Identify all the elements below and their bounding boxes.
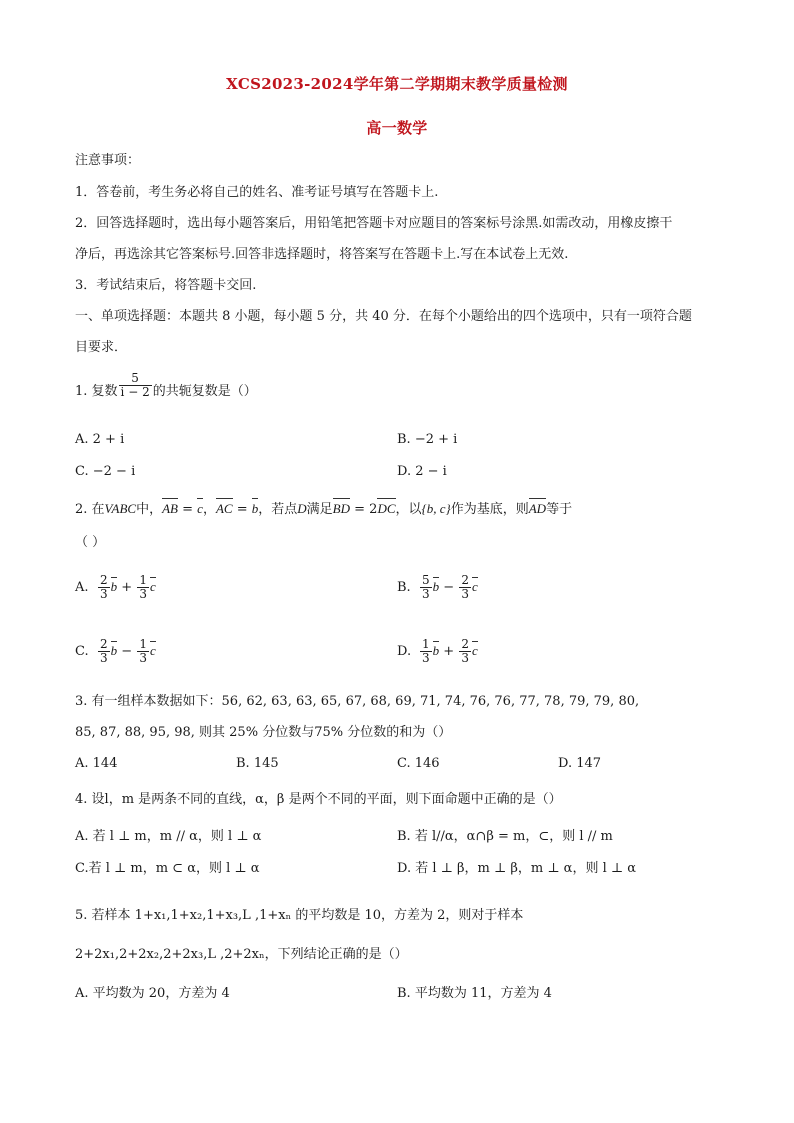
q2-text-6: 作为基底，则 <box>450 502 529 517</box>
q2-answer-paren: （ ） <box>75 535 106 550</box>
question-4-stem: 4. 设l，m 是两条不同的直线，α，β 是两个不同的平面，则下面命题中正确的是（） <box>75 792 562 807</box>
q1-prefix: 1. 复数 <box>75 384 118 399</box>
q2-d-op: + <box>439 644 459 659</box>
q2-option-a-label: A. <box>75 580 89 595</box>
q2-text-7: 等于 <box>546 502 573 517</box>
q2-eq-3: = 2 <box>350 502 378 517</box>
q3-option-b: B. 145 <box>236 756 279 771</box>
q1-option-a: A. 2 + i <box>75 432 125 447</box>
q2-b-v2: c <box>471 579 478 594</box>
q2-a-v1: b <box>110 579 118 594</box>
q2-c-n1: 2 <box>100 637 108 651</box>
q2-vector-c: c <box>197 501 203 516</box>
q2-c-d2: 3 <box>139 651 147 665</box>
q2-d-n2: 2 <box>461 637 469 651</box>
q4-option-b: B. 若 l//α，α∩β = m，⊂，则 l // m <box>397 829 613 844</box>
q2-eq-1: = <box>177 502 198 517</box>
q2-text-2: 中， <box>136 502 163 517</box>
notice-item-2b: 净后，再选涂其它答案标号.回答非选择题时，将答案写在答题卡上.写在本试卷上无效. <box>75 247 569 262</box>
q2-option-d <box>397 638 478 665</box>
q2-option-b-label: B. <box>397 580 411 595</box>
q2-b-v1: b <box>432 579 440 594</box>
q2-b-frac-2 <box>459 574 471 601</box>
notice-item-2a: 2．回答选择题时，选出每小题答案后，用铅笔把答题卡对应题目的答案标号涂黑.如需改动，用橡皮擦干 <box>75 216 673 231</box>
q2-c-frac-1 <box>98 638 110 665</box>
exam-subtitle: 高一数学 <box>366 119 428 137</box>
q5-option-a: A. 平均数为 20，方差为 4 <box>75 986 230 1001</box>
q2-b-d1: 3 <box>422 587 430 601</box>
q2-b-op: − <box>439 580 459 595</box>
q2-eq-2: = <box>232 502 252 517</box>
q2-a-d2: 3 <box>139 587 147 601</box>
q3-option-d: D. 147 <box>558 756 602 771</box>
q2-vector-ad: AD <box>528 501 547 516</box>
exam-title: XCS2023-2024学年第二学期期末教学质量检测 <box>226 75 568 93</box>
q2-d-v2: c <box>471 643 478 658</box>
section-heading-b: 目要求． <box>75 340 128 355</box>
q2-option-a <box>75 574 156 601</box>
q2-a-frac-2 <box>137 574 149 601</box>
q2-text-1: 2. 在 <box>75 502 105 517</box>
q2-triangle: VABC <box>104 501 137 516</box>
q2-b-d2: 3 <box>461 587 469 601</box>
q4-option-c: C.若 l ⊥ m，m ⊂ α，则 l ⊥ α <box>75 861 260 876</box>
question-5-line-1: 5. 若样本 1+x₁,1+x₂,1+x₃,L ,1+xₙ 的平均数是 10，方差为 2，则对于样本 <box>75 908 524 923</box>
q2-option-d-label: D. <box>397 644 412 659</box>
q2-b-frac-1 <box>420 574 432 601</box>
q4-option-d: D. 若 l ⊥ β，m ⊥ β，m ⊥ α，则 l ⊥ α <box>397 861 637 876</box>
question-3-line-2: 85, 87, 88, 95, 98, 则其 25% 分位数与75% 分位数的和为（） <box>75 725 452 740</box>
q2-option-c <box>75 638 156 665</box>
q1-fraction <box>119 372 152 399</box>
q2-c-frac-2 <box>137 638 149 665</box>
q2-text-3: ，若点 <box>258 502 298 517</box>
q2-b-n1: 5 <box>422 573 430 587</box>
q2-d-d2: 3 <box>461 651 469 665</box>
q2-text-4: 满足 <box>306 502 333 517</box>
q2-c-op: − <box>117 644 137 659</box>
section-heading-a: 一、单项选择题：本题共 8 小题，每小题 5 分，共 40 分．在每个小题给出的四个选项中，只有一项符合题 <box>75 309 692 324</box>
q1-frac-den: i − 2 <box>120 385 150 399</box>
q2-a-d1: 3 <box>100 587 108 601</box>
q2-vector-bd: BD <box>332 501 351 516</box>
q2-vector-dc: DC <box>377 501 396 516</box>
q2-point-d: D <box>297 501 307 516</box>
question-1-stem <box>75 372 257 399</box>
notice-item-1: 1．答卷前，考生务必将自己的姓名、准考证号填写在答题卡上. <box>75 185 439 200</box>
q2-a-v2: c <box>149 579 156 594</box>
notice-heading: 注意事项： <box>75 153 141 168</box>
q2-a-n2: 1 <box>139 573 147 587</box>
q2-d-v1: b <box>432 643 440 658</box>
q2-b-n2: 2 <box>461 573 469 587</box>
q2-option-b <box>397 574 478 601</box>
q2-d-frac-1 <box>420 638 432 665</box>
question-3-line-1: 3. 有一组样本数据如下：56, 62, 63, 63, 65, 67, 68, 69, 71, 74, 76, 76, 77, 78, 79, 79, 80, <box>75 694 640 709</box>
q2-d-d1: 3 <box>422 651 430 665</box>
q2-comma: ， <box>202 502 216 517</box>
q2-a-op: + <box>117 580 137 595</box>
q2-c-n2: 1 <box>139 637 147 651</box>
notice-item-3: 3．考试结束后，将答题卡交回. <box>75 278 257 293</box>
q2-d-frac-2 <box>459 638 471 665</box>
q4-option-a: A. 若 l ⊥ m，m // α，则 l ⊥ α <box>75 829 262 844</box>
q2-vector-b: b <box>251 501 259 516</box>
q1-option-c: C. −2 − i <box>75 464 136 479</box>
question-2-stem <box>75 500 572 519</box>
q2-c-v2: c <box>149 643 156 658</box>
q2-a-n1: 2 <box>100 573 108 587</box>
q2-a-frac-1 <box>98 574 110 601</box>
q2-d-n1: 1 <box>422 637 430 651</box>
q2-c-v1: b <box>110 643 118 658</box>
q2-vector-ac: AC <box>215 501 233 516</box>
q1-option-d: D. 2 − i <box>397 464 447 479</box>
q5-option-b: B. 平均数为 11，方差为 4 <box>397 986 552 1001</box>
q1-option-b: B. −2 + i <box>397 432 458 447</box>
q2-vector-ab: AB <box>162 501 178 516</box>
question-5-line-2: 2+2x₁,2+2x₂,2+2x₃,L ,2+2xₙ，下列结论正确的是（） <box>75 947 408 962</box>
q2-basis: {b, c} <box>421 501 451 516</box>
q1-frac-num: 5 <box>119 372 152 386</box>
q2-text-5: ，以 <box>395 502 422 517</box>
q1-suffix: 的共轭复数是（） <box>152 384 257 399</box>
q2-option-c-label: C. <box>75 644 89 659</box>
q3-option-c: C. 146 <box>397 756 440 771</box>
q2-c-d1: 3 <box>100 651 108 665</box>
q3-option-a: A. 144 <box>75 756 118 771</box>
